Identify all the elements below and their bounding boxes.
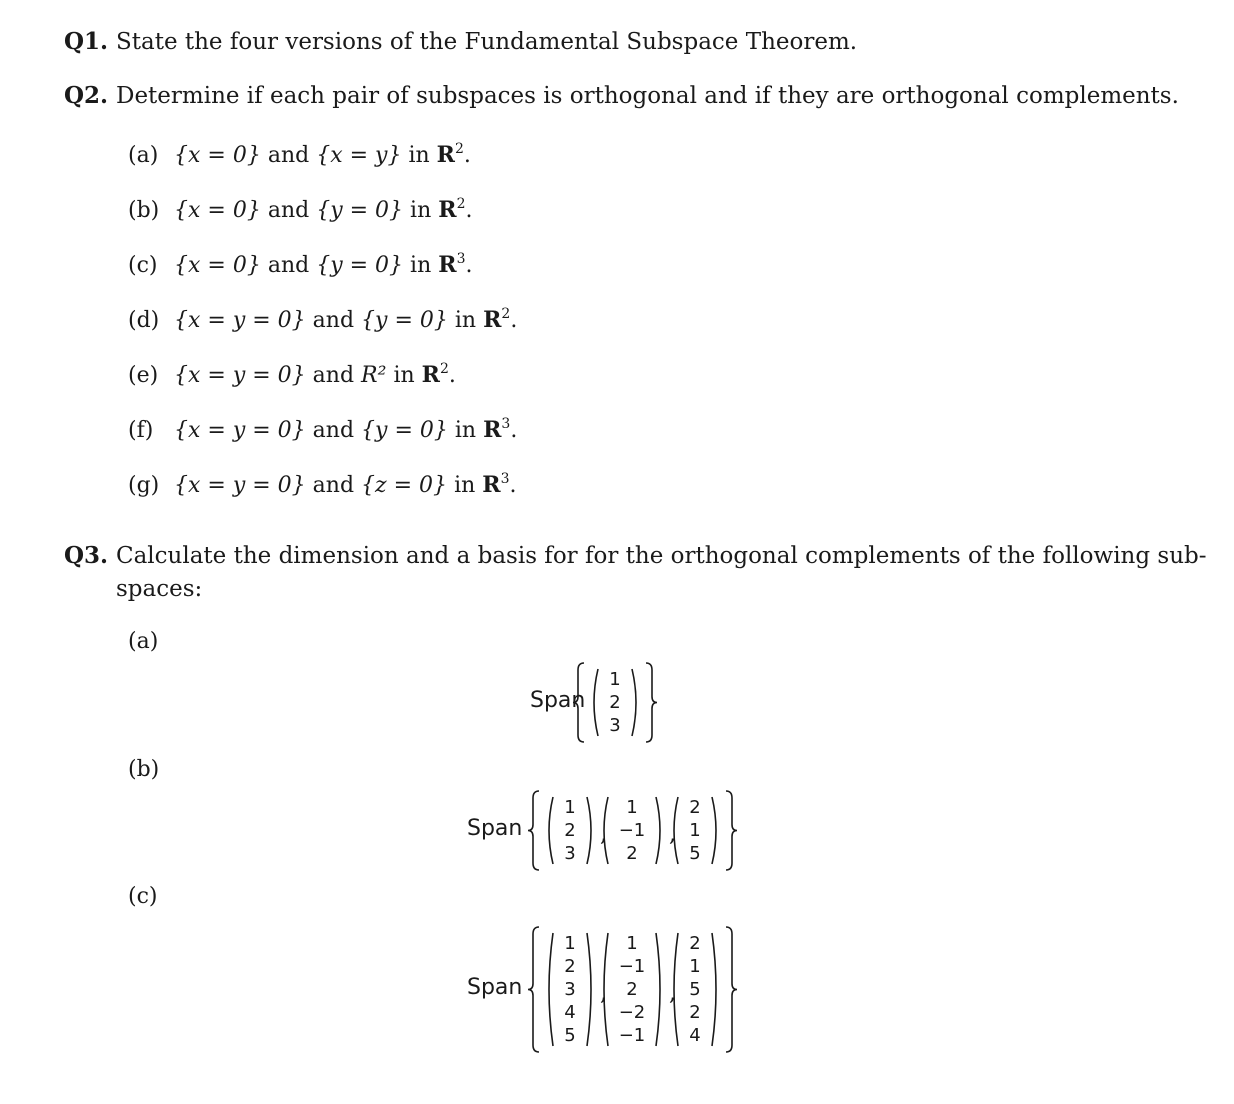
vector-separator: , xyxy=(669,822,676,847)
question-text: Determine if each pair of subspaces is orthogonal and if they are orthogonal complements. xyxy=(116,83,1179,109)
in-word: in xyxy=(454,308,477,333)
vector-entry: −1 xyxy=(618,1024,646,1046)
ambient-dimension: 2 xyxy=(456,196,466,212)
ambient-dimension: 3 xyxy=(500,471,510,487)
vector-entry: 1 xyxy=(564,932,576,954)
first-subspace: {x = y = 0} xyxy=(174,363,306,388)
q3-part-c-label: (c) xyxy=(128,884,158,909)
left-paren-icon xyxy=(543,932,555,1047)
question-text-line-1: Calculate the dimension and a basis for for the orthogonal complements of the following sub- xyxy=(116,543,1207,569)
vector-entry: 1 xyxy=(626,932,638,954)
left-brace-icon xyxy=(527,926,541,1053)
in-word: in xyxy=(454,473,476,498)
in-word: in xyxy=(410,253,432,278)
vector-separator: , xyxy=(600,822,607,847)
left-paren-icon xyxy=(598,932,610,1047)
q3-part-b-label: (b) xyxy=(128,757,160,782)
first-subspace: {x = 0} xyxy=(174,198,261,223)
second-subspace: {y = 0} xyxy=(316,253,404,278)
vector-entry: 4 xyxy=(564,1001,576,1023)
in-word: in xyxy=(410,198,432,223)
and-word: and xyxy=(312,363,355,388)
vector-entry: −1 xyxy=(618,955,646,977)
right-paren-icon xyxy=(654,932,666,1047)
second-subspace: {z = 0} xyxy=(361,473,448,498)
question-text-line-2: spaces: xyxy=(116,576,203,602)
q2-item: (b) {x = 0} and {y = 0} in $R^2$. xyxy=(128,189,472,226)
item-label: (b) xyxy=(128,198,160,223)
ambient-space: R xyxy=(421,362,440,388)
vector-separator: , xyxy=(600,981,607,1006)
vector-entry: 2 xyxy=(689,1001,701,1023)
second-subspace: {y = 0} xyxy=(316,198,404,223)
first-subspace: {x = 0} xyxy=(174,253,261,278)
in-word: in xyxy=(408,143,430,168)
and-word: and xyxy=(312,473,355,498)
ambient-space: R xyxy=(438,252,457,278)
question-number: Q2. xyxy=(64,82,109,109)
first-subspace: {x = 0} xyxy=(174,143,261,168)
second-subspace: {y = 0} xyxy=(361,418,448,443)
ambient-space: R xyxy=(483,417,502,443)
right-brace-icon xyxy=(724,790,738,871)
and-word: and xyxy=(312,308,355,333)
vector-separator: , xyxy=(669,981,676,1006)
q3-part-a-label: (a) xyxy=(128,629,159,654)
ambient-dimension: 2 xyxy=(439,361,449,377)
first-subspace: {x = y = 0} xyxy=(174,308,306,333)
right-brace-icon xyxy=(644,662,658,743)
left-paren-icon xyxy=(598,796,610,865)
ambient-space: R xyxy=(483,307,502,333)
right-paren-icon xyxy=(654,796,666,865)
vector-entry: −2 xyxy=(618,1001,646,1023)
q2-item: (f) {x = y = 0} and {y = 0} in $R^3$. xyxy=(128,409,517,446)
column-vector xyxy=(610,932,654,1047)
vector-entry: 1 xyxy=(689,955,701,977)
vector-entry: 2 xyxy=(609,691,621,713)
q2-item: (a) {x = 0} and {x = y} in $R^2$. xyxy=(128,134,471,171)
vector-entry: 2 xyxy=(626,842,638,864)
column-vector xyxy=(680,932,710,1047)
vector-entry: −1 xyxy=(618,819,646,841)
vector-entry: 5 xyxy=(689,978,701,1000)
left-paren-icon xyxy=(668,796,680,865)
in-word: in xyxy=(393,363,415,388)
right-paren-icon xyxy=(710,932,722,1047)
vector-entry: 3 xyxy=(609,714,621,736)
vector-entry: 2 xyxy=(564,955,576,977)
question-text: State the four versions of the Fundamental Subspace Theorem. xyxy=(116,29,858,55)
ambient-space: R xyxy=(436,142,455,168)
and-word: and xyxy=(267,253,310,278)
vector-entry: 3 xyxy=(564,978,576,1000)
item-label: (g) xyxy=(128,473,160,498)
item-label: (a) xyxy=(128,143,159,168)
right-paren-icon xyxy=(630,668,642,737)
right-paren-icon xyxy=(585,796,597,865)
second-subspace: {y = 0} xyxy=(361,308,448,333)
vector-entry: 1 xyxy=(626,796,638,818)
first-subspace: {x = y = 0} xyxy=(174,473,306,498)
and-word: and xyxy=(312,418,355,443)
item-label: (d) xyxy=(128,308,160,333)
vector-entry: 3 xyxy=(564,842,576,864)
second-subspace: R² xyxy=(361,363,387,388)
vector-entry: 2 xyxy=(689,796,701,818)
left-brace-icon xyxy=(572,662,586,743)
q2-item: (e) {x = y = 0} and R² in $R^2$. xyxy=(128,354,456,391)
q2-item: (g) {x = y = 0} and {z = 0} in $R^3$. xyxy=(128,464,517,501)
vector-entry: 1 xyxy=(564,796,576,818)
in-word: in xyxy=(454,418,477,443)
vector-entry: 4 xyxy=(689,1024,701,1046)
left-paren-icon xyxy=(588,668,600,737)
column-vector xyxy=(555,796,585,865)
question-number: Q1. xyxy=(64,28,109,55)
and-word: and xyxy=(267,198,310,223)
first-subspace: {x = y = 0} xyxy=(174,418,306,443)
q2-item: (c) {x = 0} and {y = 0} in $R^3$. xyxy=(128,244,472,281)
vector-entry: 2 xyxy=(564,819,576,841)
q2-item: (d) {x = y = 0} and {y = 0} in $R^2$. xyxy=(128,299,517,336)
ambient-dimension: 2 xyxy=(501,306,511,322)
right-paren-icon xyxy=(710,796,722,865)
vector-entry: 5 xyxy=(689,842,701,864)
left-paren-icon xyxy=(543,796,555,865)
ambient-space: R xyxy=(438,197,457,223)
column-vector xyxy=(600,668,630,737)
right-brace-icon xyxy=(724,926,738,1053)
and-word: and xyxy=(267,143,310,168)
left-paren-icon xyxy=(668,932,680,1047)
span-label: Span xyxy=(467,816,523,841)
item-label: (e) xyxy=(128,363,159,388)
item-label: (f) xyxy=(128,418,154,443)
ambient-dimension: 3 xyxy=(456,251,466,267)
column-vector xyxy=(610,796,654,865)
left-brace-icon xyxy=(527,790,541,871)
vector-entry: 1 xyxy=(609,668,621,690)
column-vector xyxy=(555,932,585,1047)
ambient-dimension: 3 xyxy=(501,416,511,432)
vector-entry: 5 xyxy=(564,1024,576,1046)
span-label: Span xyxy=(467,975,523,1000)
ambient-dimension: 2 xyxy=(454,141,464,157)
item-label: (c) xyxy=(128,253,158,278)
column-vector xyxy=(680,796,710,865)
question-number: Q3. xyxy=(64,542,109,569)
vector-entry: 2 xyxy=(626,978,638,1000)
vector-entry: 1 xyxy=(689,819,701,841)
vector-entry: 2 xyxy=(689,932,701,954)
span-label: Span xyxy=(530,688,586,713)
second-subspace: {x = y} xyxy=(316,143,402,168)
ambient-space: R xyxy=(482,472,501,498)
right-paren-icon xyxy=(585,932,597,1047)
